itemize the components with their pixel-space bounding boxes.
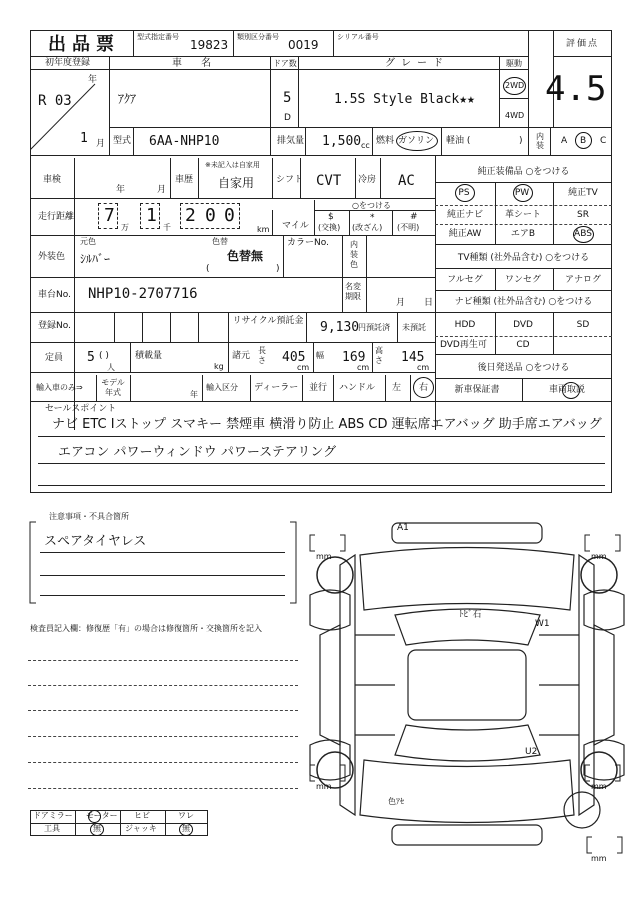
load-label: 積載量: [135, 351, 163, 361]
later-warranty: 新車保証書: [454, 385, 500, 395]
tv-oneseg: ワンセグ: [504, 275, 541, 285]
mileage-man: 万: [121, 223, 129, 232]
diagram-a1: A1: [397, 523, 409, 533]
import-label: 輸入車のみ⇒: [36, 383, 83, 392]
first-reg-label: 初年度登録: [45, 58, 91, 68]
name-change-month: 月: [396, 298, 406, 308]
diagram-u2: U2: [525, 747, 538, 757]
mile-label: マイル: [282, 221, 309, 231]
star-altered: (改ざん): [352, 223, 383, 232]
first-reg-era: R 03: [38, 93, 72, 109]
tools-none-circle: [90, 823, 104, 836]
recycle-paid: 円預託済: [358, 323, 390, 332]
width-value: 169: [342, 350, 366, 365]
tv-analog: アナログ: [564, 275, 601, 285]
ac-value: AC: [398, 173, 415, 189]
navi-sd: SD: [576, 320, 590, 330]
mileage-km: km: [257, 225, 270, 234]
car-name: ｱｸｱ: [118, 92, 137, 106]
height-label: 高さ: [375, 346, 383, 365]
jack-none-circle: [179, 823, 193, 836]
name-change-label: 名変期限: [345, 282, 361, 301]
repaint-open: (: [206, 264, 210, 274]
jack-none: 無: [182, 824, 190, 833]
mileage-digit-2: 1: [146, 205, 157, 226]
dims-label: 諸元: [232, 351, 251, 361]
model-label: 型式: [113, 136, 132, 146]
mileage-digit-1: 7: [104, 205, 115, 226]
type-no-label: 型式指定番号: [137, 33, 179, 41]
equip-navi: 純正ナビ: [446, 210, 483, 220]
light-oil: 軽油 (: [446, 136, 471, 146]
equip-pw: PW: [514, 188, 530, 198]
chassis-label: 車台No.: [38, 290, 71, 300]
later-manual: 車両取説: [548, 385, 585, 395]
import-class-label: 輸入区分: [206, 383, 238, 392]
height-cm: cm: [417, 363, 430, 372]
capacity-unit: 人: [107, 363, 115, 372]
color-no-label: カラーNo.: [287, 238, 329, 248]
shift-value: CVT: [316, 173, 342, 189]
tools-none: 無: [93, 824, 101, 833]
doors-label: ドア数: [273, 59, 297, 68]
handle-right-circle: [413, 377, 434, 398]
attach-label: ○をつける: [352, 201, 391, 210]
color-label: 外装色: [38, 252, 66, 262]
class-no: 0019: [288, 38, 319, 52]
reg-label: 登録No.: [38, 321, 71, 331]
tv-fullseg: フルセグ: [447, 275, 483, 285]
equip-tv: 純正TV: [568, 188, 598, 198]
fuel-value: ガソリン: [398, 136, 435, 146]
model-year-unit: 年: [190, 390, 198, 399]
history-note: ※未記入は自家用: [205, 161, 260, 169]
equip-leather: 革シート: [504, 210, 541, 220]
equip-aw: 純正AW: [448, 229, 482, 239]
rating-value: 4.5: [545, 69, 607, 109]
diagram-mm-3: mm: [316, 782, 332, 791]
orig-color-label: 元色: [80, 237, 96, 246]
shift-label: シフト: [276, 175, 304, 185]
interior-a: A: [561, 136, 568, 146]
door-mirror-label: ドアミラー: [33, 811, 73, 820]
broken-option: ワレ: [178, 811, 194, 820]
later-label: 後日発送品 ○をつける: [477, 363, 570, 373]
capacity-paren: ( ): [99, 351, 109, 361]
insp-month-unit: 月: [157, 185, 167, 195]
drive-label: 駆動: [506, 59, 522, 68]
crack-option: ヒビ: [134, 811, 150, 820]
recycle-label: リサイクル預託金: [232, 316, 304, 326]
grade-label: グレード: [385, 58, 449, 69]
sales-line-1: ナビ ETC Iストップ スマキー 禁煙車 横滑り防止 ABS CD 運転席エアバッグ 助手席エアバッグ: [52, 417, 602, 432]
equip-sr: SR: [577, 210, 589, 220]
equip-ps: PS: [458, 188, 470, 198]
ac-label: 冷房: [358, 175, 377, 185]
interior-c: C: [600, 136, 607, 146]
navi-dvd-play: DVD再生可: [440, 340, 487, 350]
inspector-label: 検査員記入欄：修復歴「有」の場合は修復箇所・交換箇所を記入: [30, 624, 262, 633]
navi-hdd: HDD: [454, 320, 476, 330]
hash-sign: #: [410, 212, 418, 222]
width-label: 幅: [316, 351, 324, 360]
navi-type-label: ナビ種類 (社外品含む) ○をつける: [454, 297, 593, 307]
diagram-mm-1: mm: [316, 552, 332, 561]
star-sign: *: [370, 213, 375, 223]
disp-label: 排気量: [277, 136, 305, 146]
mileage-digit-3: 2: [185, 205, 196, 226]
fuel-label: 燃料: [376, 136, 395, 146]
car-diagram: [300, 515, 630, 875]
repaint-value: 色替無: [227, 249, 264, 263]
dollar-exchange: (交換): [318, 223, 341, 232]
equip-abs-circle: [573, 226, 594, 243]
diagram-mm-4: mm: [591, 782, 607, 791]
interior-color-label: 内装色: [350, 240, 358, 269]
first-reg-month: 1: [80, 131, 88, 146]
length-value: 405: [282, 350, 306, 365]
model-year-label: モデル年式: [101, 378, 125, 397]
length-cm: cm: [297, 363, 310, 372]
diagram-mm-5: mm: [591, 854, 607, 863]
rating-label: 評価点: [565, 39, 599, 49]
chassis-value: NHP10-2707716: [88, 286, 198, 302]
handle-right: 右: [419, 383, 429, 393]
mileage-label: 走行距離: [38, 212, 75, 222]
equip-pw-circle: [513, 184, 533, 202]
name-change-day: 日: [424, 298, 434, 308]
repaint-close: ): [276, 264, 280, 274]
mileage-sen: 千: [163, 223, 171, 232]
diagram-mm-2: mm: [591, 552, 607, 561]
paren-close: ): [519, 136, 523, 146]
jack-label: ジャッキ: [125, 824, 157, 833]
disp-value: 1,500: [322, 134, 362, 149]
history-value: 自家用: [218, 176, 255, 190]
diagram-w1: W1: [535, 619, 550, 629]
handle-label: ハンドル: [339, 383, 376, 393]
class-no-label: 類別区分番号: [237, 33, 279, 41]
length-label: 長さ: [258, 346, 266, 365]
history-label: 車歴: [175, 175, 194, 185]
doors-value: 5: [283, 90, 292, 106]
recycle-unpaid: 未預託: [402, 323, 426, 332]
doors-suffix: D: [284, 113, 291, 123]
hash-unknown: (不明): [397, 223, 420, 232]
month-unit: 月: [96, 139, 106, 149]
grade-value: 1.5S Style Black★★: [334, 92, 475, 107]
interior-b-circle: [575, 132, 592, 149]
dealer-option: ディーラー: [254, 383, 299, 393]
type-no: 19823: [190, 38, 229, 52]
mileage-digit-4: 0: [205, 205, 216, 226]
navi-dvd: DVD: [513, 320, 533, 330]
dollar-sign: $: [328, 212, 334, 222]
orig-color: ｼﾙﾊﾞｰ: [80, 252, 111, 266]
form-title: 出品票: [48, 34, 120, 55]
equip-abs: ABS: [574, 229, 592, 239]
notes-text: スペアタイヤレス: [44, 534, 147, 549]
genuine-label: 純正装備品 ○をつける: [477, 167, 570, 177]
serial-label: シリアル番号: [337, 33, 379, 41]
interior-label: 内装: [536, 132, 544, 150]
capacity-label: 定員: [45, 353, 64, 363]
handle-left: 左: [392, 383, 402, 393]
car-name-label: 車 名: [172, 58, 220, 69]
tv-type-label: TV種類 (社外品含む) ○をつける: [457, 253, 590, 263]
motor-option: モーター: [86, 811, 118, 820]
mileage-digit-5: 0: [224, 205, 235, 226]
parallel-option: 並行: [309, 383, 328, 393]
disp-unit: cc: [361, 141, 370, 150]
fuel-circle: [396, 131, 438, 151]
repaint-label: 色替: [212, 237, 228, 246]
diagram-color-fade: 色ｱｾ: [388, 797, 404, 806]
later-manual-circle: [562, 382, 580, 399]
drive-4wd: 4WD: [505, 111, 525, 120]
sales-line-2: エアコン パワーウィンドウ パワーステアリング: [58, 445, 337, 460]
capacity-value: 5: [87, 350, 95, 365]
insp-year-unit: 年: [116, 185, 126, 195]
sales-label: セールスポイント: [45, 404, 117, 414]
load-unit: kg: [214, 362, 224, 371]
notes-label: 注意事項・不具合箇所: [46, 513, 132, 521]
motor-circle: [88, 810, 101, 823]
year-unit: 年: [88, 75, 98, 85]
navi-cd: CD: [516, 340, 530, 350]
equip-airbag: エアB: [510, 229, 536, 239]
interior-b: B: [580, 136, 587, 146]
height-value: 145: [401, 350, 425, 365]
model-value: 6AA-NHP10: [149, 134, 220, 149]
notes-bracket: [28, 520, 298, 605]
tools-label: 工具: [44, 824, 60, 833]
equip-ps-circle: [455, 184, 475, 202]
recycle-value: 9,130: [320, 320, 360, 335]
diagram-stone: ﾄﾋﾞ石: [459, 610, 482, 620]
drive-2wd: 2WD: [505, 81, 525, 90]
width-cm: cm: [357, 363, 370, 372]
inspection-label: 車検: [43, 175, 62, 185]
